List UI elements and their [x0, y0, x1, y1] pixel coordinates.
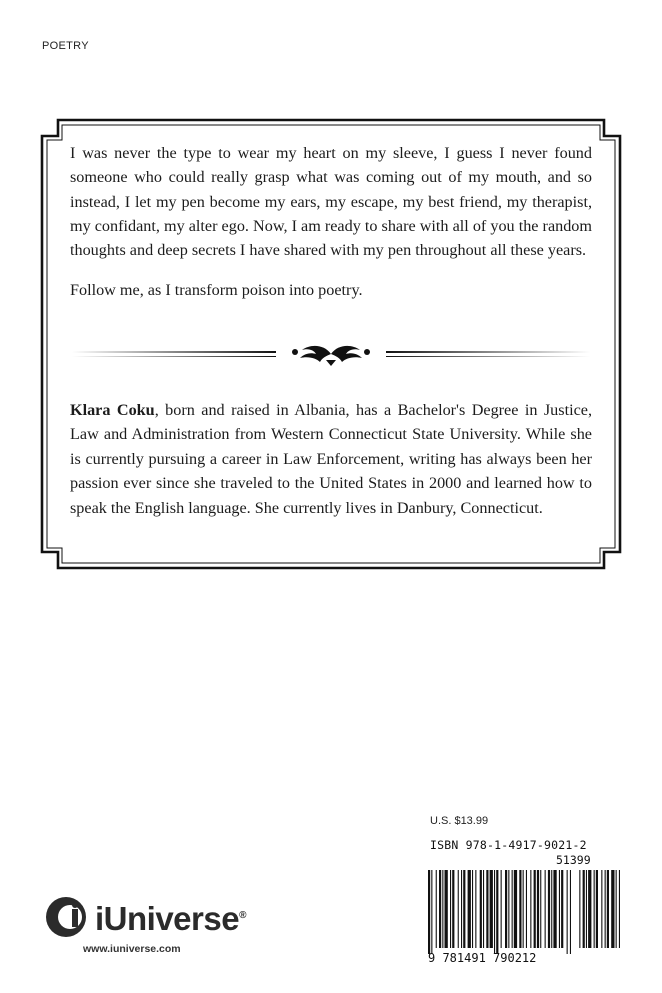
barcode-icon [424, 840, 624, 968]
price-label: U.S. $13.99 [430, 815, 489, 827]
barcode-digits: 9 781491 790212 [428, 951, 537, 965]
bio-paragraph [70, 398, 592, 520]
publisher-name [95, 900, 246, 938]
isbn-label: ISBN 978-1-4917-9021-2 [430, 838, 587, 852]
bio-text: , born and raised in Albania, has a Bachelor's Degree in Justice, Law and Administration from Western Connecticut State University. While she is currently pursuing a career in Law Enforcement, writing has always been her passion ever since she traveled to the United States in 2000 and learned how to speak the English language. She currently lives in Danbury, Connecticut. [70, 401, 592, 517]
author-name: Klara Coku [70, 401, 155, 419]
trademark-mark: ® [239, 910, 246, 921]
blurb-tagline: Follow me, as I transform poison into poetry. [70, 281, 363, 300]
blurb-paragraph: I was never the type to wear my heart on my sleeve, I guess I never found someone who could really grasp what was coming out of my mouth, and so instead, I let my pen become my ears, my escape, my best friend, my therapist, my confidant, my alter ego. Now, I am ready to share with all of you the random thoughts and deep secrets I have shared with my pen throughout all these years. [70, 144, 592, 260]
author-bio [70, 398, 592, 520]
publisher-url: www.iuniverse.com [83, 943, 181, 955]
barcode-price-code: 51399 [556, 853, 591, 867]
publisher-name-text: iUniverse [95, 900, 240, 937]
back-cover-blurb [70, 141, 592, 303]
category-label: POETRY [42, 40, 89, 52]
ornament-divider-icon [70, 340, 592, 370]
